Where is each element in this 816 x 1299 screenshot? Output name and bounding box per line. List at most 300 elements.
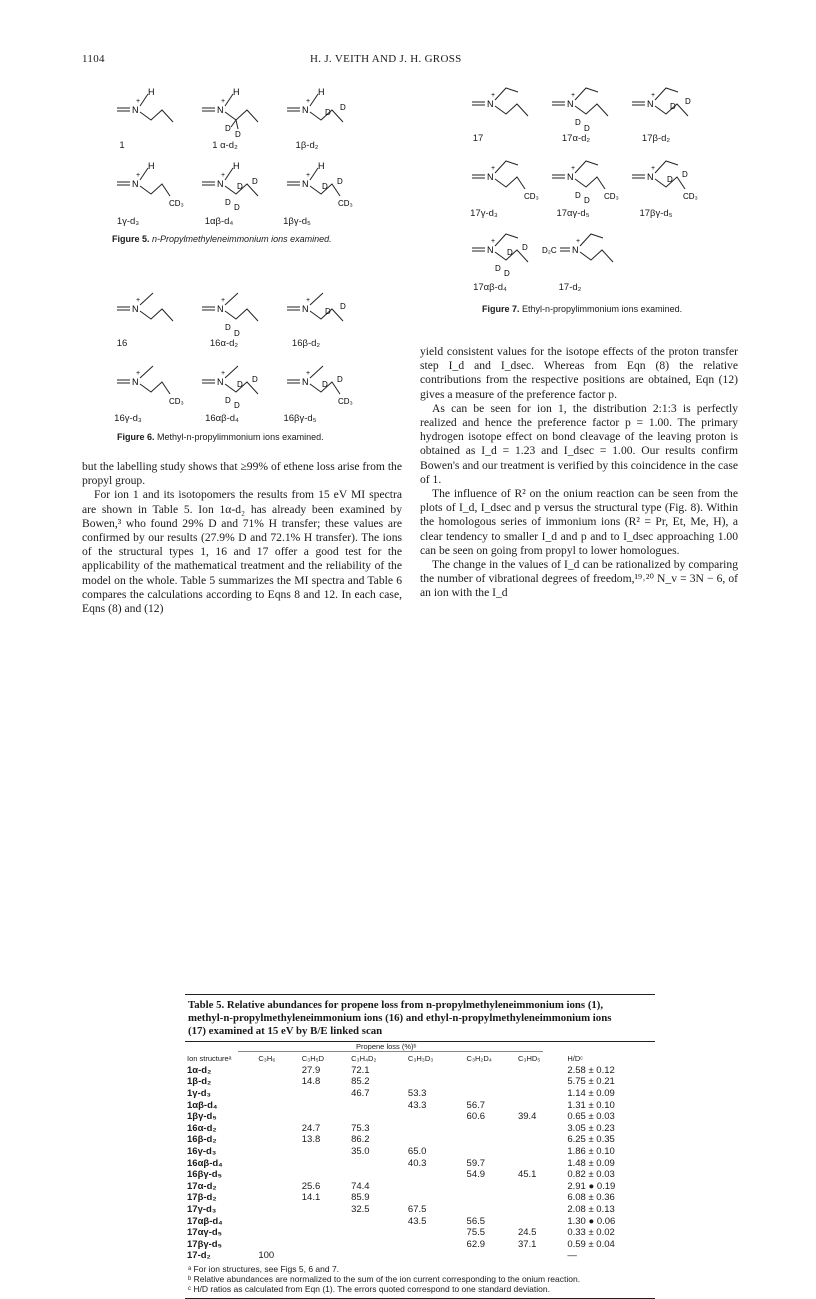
table-row (185, 1065, 655, 1077)
svg-text:D: D (337, 177, 343, 186)
molecule-label: 17αβ-d₄ (473, 282, 507, 293)
ion-structure-cell: 16αβ-d₄ (187, 1157, 223, 1169)
svg-text:D: D (340, 302, 346, 311)
table-cell: 25.6 (301, 1180, 321, 1192)
table-cell (256, 1227, 299, 1239)
table-group-header: Propene loss (%)ᵇ (356, 1042, 417, 1051)
svg-text:CD₃: CD₃ (169, 199, 184, 208)
table-cell (516, 1065, 565, 1077)
svg-text:N: N (302, 377, 309, 387)
svg-text:D: D (234, 401, 240, 410)
table-cell: 39.4 (517, 1111, 537, 1123)
figure-7-caption: Figure 7. Ethyl-n-propylimmonium ions examined. (482, 304, 683, 314)
molecule-label: 17αγ-d₅ (556, 208, 590, 219)
molecule-17-gamma-d3 (470, 153, 550, 208)
table-cell: 56.5 (466, 1215, 486, 1227)
column-header: C₃H₄D₂ (351, 1054, 377, 1064)
table-cell: 0.59 ± 0.04 (567, 1238, 615, 1250)
table-cell: 2.58 ± 0.12 (567, 1064, 615, 1076)
table-cell: 86.2 (351, 1134, 370, 1146)
svg-text:N: N (302, 179, 309, 189)
table-footnote: ᵇ Relative abundances are normalized to the sum of the ion current corresponding to the onium reaction. (188, 1274, 581, 1284)
table-cell (349, 1215, 406, 1227)
table-cell (300, 1250, 349, 1262)
svg-text:H: H (148, 87, 155, 97)
svg-text:N: N (217, 377, 224, 387)
svg-text:CD₃: CD₃ (604, 192, 619, 201)
table-cell: 85.2 (351, 1076, 370, 1088)
table-cell: 32.5 (351, 1204, 370, 1216)
molecule-1 (115, 86, 185, 136)
molecule-17-beta-gamma-d5 (630, 153, 710, 208)
table-group-rule (238, 1051, 543, 1052)
table-5 (185, 1053, 655, 1262)
svg-text:+: + (136, 172, 141, 179)
table-row (185, 1181, 655, 1193)
figure-6-caption: Figure 6. Methyl-n-propylimmonium ions examined. (117, 432, 324, 442)
table-cell (256, 1239, 299, 1251)
table-cell (516, 1134, 565, 1146)
paragraph: For ion 1 and its isotopomers the results from 15 eV MI spectra are shown in Table 5. Ion 1α-d₂ has already been examined by Bowen,³ who found 29% D and 71% H transfer; these values are confirmed by our results (27.9% D and 72.1% H transfer). The ions of the structural types 1, 16 and 17 offer a good test for the applicability of the mathematical treatment and the reliability of the model on the whole. Table 5 summarizes the MI spectra and Table 6 compares the calculations according to Eqns 8 and 12. In each case, Eqns (8) and (12) (82, 488, 402, 616)
molecule-label: 1γ-d₃ (116, 216, 140, 227)
molecule-16-gamma-d3 (115, 358, 195, 413)
table-cell (406, 1169, 465, 1181)
molecule-label: 17 (472, 133, 484, 144)
molecule-17-alpha-gamma-d5 (550, 153, 630, 208)
svg-text:D: D (322, 380, 328, 389)
paragraph: but the labelling study shows that ≥99% of ethene loss arise from the propyl group. (82, 460, 402, 488)
svg-text:N: N (647, 172, 654, 182)
ion-structure-cell: 16β-d₂ (187, 1134, 217, 1146)
table-cell (300, 1099, 349, 1111)
paragraph: yield consistent values for the isotope effects of the proton transfer step I_d and I_dsec. Whereas from Eqn (8) the relative contributions from the respective positions are obtained, Eqn (12) gives a measure of the preference factor p. (420, 345, 738, 401)
svg-text:D: D (225, 323, 231, 332)
ion-structure-cell: 1α-d₂ (187, 1064, 212, 1076)
molecule-label: 1β-d₂ (295, 140, 319, 151)
ion-structure-cell: 16βγ-d₅ (187, 1169, 222, 1181)
table-cell: 24.5 (517, 1227, 537, 1239)
table-row (185, 1169, 655, 1181)
svg-text:D: D (325, 307, 331, 316)
table-row (185, 1157, 655, 1169)
molecule-label: 1αβ-d₄ (204, 216, 234, 227)
table-header-rule (185, 1041, 655, 1042)
table-cell: 24.7 (301, 1122, 321, 1134)
svg-text:D: D (495, 264, 501, 273)
svg-text:N: N (217, 304, 224, 314)
svg-text:N: N (217, 179, 224, 189)
svg-text:H: H (233, 161, 240, 171)
molecule-label: 16α-d₂ (209, 338, 239, 349)
svg-text:N: N (567, 99, 574, 109)
table-cell (256, 1215, 299, 1227)
svg-text:+: + (306, 172, 311, 179)
table-cell (300, 1215, 349, 1227)
table-cell (406, 1181, 465, 1193)
table-cell (256, 1111, 299, 1123)
table-cell (516, 1123, 565, 1135)
svg-text:CD₃: CD₃ (169, 397, 184, 406)
molecule-label: 16γ-d₃ (114, 413, 142, 424)
table-cell (300, 1227, 349, 1239)
ion-structure-cell: 17αγ-d₅ (187, 1227, 223, 1239)
column-header: C₃H₃D₃ (407, 1054, 434, 1064)
table-footnote: ᵃ For ion structures, see Figs 5, 6 and 7. (188, 1264, 340, 1274)
svg-text:D: D (225, 396, 231, 405)
table-cell: 54.9 (466, 1169, 486, 1181)
table-row (185, 1111, 655, 1123)
table-cell (465, 1134, 516, 1146)
table-cell (516, 1204, 565, 1216)
molecule-16-beta-gamma-d5 (285, 358, 365, 413)
table-cell: 0.65 ± 0.03 (567, 1111, 615, 1123)
svg-text:D: D (584, 196, 590, 205)
ion-structure-cell: 1β-d₂ (187, 1076, 212, 1088)
molecule-label: 17γ-d₃ (470, 208, 498, 219)
table-cell: 62.9 (466, 1238, 486, 1250)
svg-text:+: + (651, 92, 656, 99)
svg-text:D: D (575, 118, 581, 127)
svg-text:CD₃: CD₃ (338, 199, 353, 208)
svg-text:H: H (233, 87, 240, 97)
molecule-label: 17βγ-d₅ (639, 208, 673, 219)
table-cell (349, 1239, 406, 1251)
table-cell: 53.3 (407, 1088, 427, 1100)
table-cell (256, 1192, 299, 1204)
svg-text:D: D (252, 375, 258, 384)
table-cell: 6.25 ± 0.35 (567, 1134, 615, 1146)
table-cell (516, 1181, 565, 1193)
molecule-17-d2 (538, 226, 618, 281)
table-cell (349, 1157, 406, 1169)
svg-text:N: N (132, 304, 139, 314)
svg-text:D: D (234, 203, 240, 212)
svg-text:D₂C: D₂C (542, 246, 557, 255)
table-cell (516, 1076, 565, 1088)
svg-text:+: + (491, 165, 496, 172)
table-cell: 13.8 (301, 1134, 321, 1146)
ion-structure-cell: 17αβ-d₄ (187, 1215, 223, 1227)
figure-5-caption: Figure 5. n-Propylmethyleneimmonium ions examined. (112, 234, 332, 244)
table-cell: 72.1 (351, 1064, 370, 1076)
ion-structure-cell: 1γ-d₃ (187, 1088, 211, 1100)
svg-text:+: + (221, 297, 226, 304)
page-number: 1104 (82, 53, 105, 65)
svg-text:+: + (306, 98, 311, 105)
nitrogen-label: N (132, 105, 139, 115)
svg-text:N: N (302, 105, 309, 115)
svg-text:+: + (576, 238, 581, 245)
molecule-label: 16 (116, 338, 128, 349)
table-cell (349, 1169, 406, 1181)
table-cell (465, 1192, 516, 1204)
table-cell: 56.7 (466, 1099, 486, 1111)
table-cell: 37.1 (517, 1238, 537, 1250)
molecule-1-beta-d2 (285, 86, 355, 136)
svg-text:D: D (325, 108, 331, 117)
svg-text:D: D (685, 97, 691, 106)
svg-text:+: + (136, 98, 141, 105)
svg-text:+: + (136, 370, 141, 377)
svg-text:N: N (487, 99, 494, 109)
left-column (82, 460, 402, 616)
table-cell (349, 1250, 406, 1262)
molecule-16-alpha-beta-d4 (200, 358, 280, 413)
table-cell (406, 1192, 465, 1204)
table-cell: 59.7 (466, 1157, 486, 1169)
right-column (420, 345, 738, 601)
ion-structure-cell: 1αβ-d₄ (187, 1099, 218, 1111)
svg-text:D: D (237, 380, 243, 389)
table-footnote: ᶜ H/D ratios as calculated from Eqn (1). The errors quoted correspond to one standard deviation. (188, 1284, 550, 1294)
table-cell: 5.75 ± 0.21 (567, 1076, 615, 1088)
table-cell (406, 1227, 465, 1239)
svg-text:D: D (235, 130, 241, 139)
table-cell: 1.86 ± 0.10 (567, 1146, 615, 1158)
table-cell (465, 1204, 516, 1216)
svg-text:CD₃: CD₃ (683, 192, 698, 201)
column-header: H/Dᶜ (567, 1054, 583, 1064)
table-cell (406, 1111, 465, 1123)
svg-text:D: D (670, 102, 676, 111)
table-cell (300, 1111, 349, 1123)
paragraph: The influence of R² on the onium reaction can be seen from the plots of I_d, I_dsec and p versus the structural type (Fig. 8). Within the homologous series of immonium ions (R² = Pr, Et, Me, H), a clear tendency to smaller I_d and p and to I_dsec approaching 1.00 can be seen on going from propyl to lower homologues. (420, 487, 738, 557)
table-cell: 35.0 (351, 1146, 370, 1158)
svg-text:D: D (225, 124, 231, 133)
table-cell: 3.05 ± 0.23 (567, 1122, 615, 1134)
svg-text:D: D (337, 375, 343, 384)
table-cell: 1.14 ± 0.09 (567, 1088, 615, 1100)
svg-text:+: + (221, 98, 226, 105)
molecule-label: 16βγ-d₅ (283, 413, 317, 424)
table-cell (516, 1099, 565, 1111)
table-cell: 0.33 ± 0.02 (567, 1227, 615, 1239)
table-row (185, 1204, 655, 1216)
table-cell (256, 1157, 299, 1169)
molecule-label: 16β-d₂ (291, 338, 321, 349)
svg-text:+: + (221, 172, 226, 179)
table-cell: 1.31 ± 0.10 (567, 1099, 615, 1111)
table-cell (349, 1099, 406, 1111)
svg-text:+: + (571, 92, 576, 99)
column-header: Ion structureᵃ (187, 1054, 232, 1064)
table-cell (256, 1123, 299, 1135)
molecule-16 (115, 285, 185, 335)
table-cell (516, 1215, 565, 1227)
table-row (185, 1099, 655, 1111)
svg-text:N: N (487, 172, 494, 182)
table-cell: 2.91 ● 0.19 (567, 1180, 616, 1192)
svg-text:N: N (572, 245, 579, 255)
table-cell (300, 1157, 349, 1169)
table-cell (465, 1065, 516, 1077)
molecule-label: 17-d₂ (558, 282, 582, 293)
table-cell (256, 1076, 299, 1088)
table-row (185, 1123, 655, 1135)
ion-structure-cell: 17γ-d₃ (187, 1204, 217, 1216)
table-cell: 2.08 ± 0.13 (567, 1204, 615, 1216)
table-cell: — (567, 1250, 577, 1262)
svg-text:D: D (322, 182, 328, 191)
table-cell: 46.7 (351, 1088, 370, 1100)
column-header: C₃HD₅ (517, 1054, 541, 1064)
svg-text:H: H (148, 161, 155, 171)
column-header: C₃H₅D (301, 1054, 325, 1064)
table-cell: 1.48 ± 0.09 (567, 1157, 615, 1169)
svg-text:D: D (522, 243, 528, 252)
table-5-caption: Table 5. Relative abundances for propene loss from n-propylmethyleneimmonium ions (1), methyl-n-propylmethyleneimmonium ions (16) and ethyl-n-propylmethyleneimmonium ions (17) examined at 15 eV by B/E linked scan (188, 999, 612, 1037)
table-top-rule (185, 994, 655, 995)
svg-text:N: N (132, 377, 139, 387)
svg-text:+: + (306, 297, 311, 304)
table-cell: 74.4 (351, 1180, 370, 1192)
table-row (185, 1076, 655, 1088)
molecule-label: 16αβ-d₄ (205, 413, 239, 424)
table-cell: 40.3 (407, 1157, 427, 1169)
molecule-17 (470, 80, 540, 130)
svg-text:D: D (340, 103, 346, 112)
table-cell (300, 1169, 349, 1181)
svg-text:+: + (651, 165, 656, 172)
molecule-1-beta-gamma-d5 (285, 160, 365, 215)
molecule-label: 1 α-d₂ (212, 140, 238, 151)
table-cell: 75.3 (351, 1122, 370, 1134)
svg-text:D: D (234, 329, 240, 338)
table-row (185, 1192, 655, 1204)
molecule-1-alpha-d2 (200, 86, 270, 139)
svg-text:D: D (252, 177, 258, 186)
table-cell (516, 1250, 565, 1262)
table-cell: 45.1 (517, 1169, 537, 1181)
table-cell: 27.9 (301, 1064, 321, 1076)
column-header: C₃H₂D₄ (466, 1054, 492, 1064)
molecule-label: 1 (119, 140, 125, 151)
table-cell (406, 1065, 465, 1077)
svg-text:H: H (318, 87, 325, 97)
table-cell (349, 1111, 406, 1123)
svg-text:+: + (491, 92, 496, 99)
svg-text:N: N (132, 179, 139, 189)
table-cell (256, 1181, 299, 1193)
molecule-17-alpha-d2 (550, 80, 620, 135)
table-cell (465, 1250, 516, 1262)
paragraph: The change in the values of I_d can be rationalized by comparing the number of vibrational degrees of freedom,¹⁹˒²⁰ N_v = 3N − 6, of an ion with the I_d (420, 558, 738, 600)
ion-structure-cell: 17β-d₂ (187, 1192, 217, 1204)
table-cell (465, 1076, 516, 1088)
table-cell: 14.8 (301, 1076, 321, 1088)
table-row (185, 1215, 655, 1227)
svg-text:D: D (237, 182, 243, 191)
table-row (185, 1088, 655, 1100)
table-cell: 6.08 ± 0.36 (567, 1192, 615, 1204)
molecule-label: 1βγ-d₅ (283, 216, 311, 227)
molecule-label: 17α-d₂ (561, 133, 591, 144)
paragraph: As can be seen for ion 1, the distribution 2:1:3 is perfectly realized and hence the preference factor p = 1.00. The primary hydrogen isotope effect on bond cleavage of the leaving proton is obtained as I_d = 1.23 and I_dsec = 1.00. Our results confirm Bowen's and our treatment is verified by this coincidence in the case of 1. (420, 401, 738, 486)
svg-text:CD₃: CD₃ (338, 397, 353, 406)
table-cell: 0.82 ± 0.03 (567, 1169, 615, 1181)
table-cell (300, 1088, 349, 1100)
table-cell (256, 1099, 299, 1111)
svg-text:D: D (584, 124, 590, 133)
ion-structure-cell: 1βγ-d₅ (187, 1111, 217, 1123)
svg-text:D: D (507, 248, 513, 257)
table-footnotes (188, 1264, 580, 1294)
svg-text:N: N (302, 304, 309, 314)
table-cell (465, 1088, 516, 1100)
svg-text:H: H (318, 161, 325, 171)
table-cell (406, 1239, 465, 1251)
table-cell: 65.0 (407, 1146, 427, 1158)
molecule-1-gamma-d3 (115, 160, 195, 215)
svg-text:+: + (136, 297, 141, 304)
molecule-16-alpha-d2 (200, 285, 270, 340)
svg-text:D: D (682, 170, 688, 179)
table-cell (516, 1088, 565, 1100)
table-cell (516, 1157, 565, 1169)
table-cell (465, 1181, 516, 1193)
table-row (185, 1250, 655, 1262)
molecule-label: 17β-d₂ (641, 133, 671, 144)
table-cell (256, 1204, 299, 1216)
ion-structure-cell: 17α-d₂ (187, 1180, 217, 1192)
svg-text:N: N (567, 172, 574, 182)
table-cell (349, 1227, 406, 1239)
table-cell (256, 1169, 299, 1181)
table-cell (406, 1134, 465, 1146)
svg-text:N: N (217, 105, 224, 115)
table-cell: 67.5 (407, 1204, 427, 1216)
table-cell (406, 1123, 465, 1135)
table-cell (256, 1134, 299, 1146)
svg-text:D: D (504, 269, 510, 278)
table-cell (256, 1088, 299, 1100)
table-cell (465, 1123, 516, 1135)
table-row (185, 1239, 655, 1251)
table-cell: 100 (258, 1250, 275, 1262)
table-cell: 60.6 (466, 1111, 486, 1123)
table-cell (256, 1065, 299, 1077)
table-cell: 75.5 (466, 1227, 486, 1239)
table-cell (406, 1250, 465, 1262)
molecule-16-beta-d2 (285, 285, 355, 335)
table-cell (300, 1204, 349, 1216)
svg-text:N: N (487, 245, 494, 255)
column-header: C₃H₆ (258, 1054, 276, 1064)
ion-structure-cell: 16γ-d₃ (187, 1146, 217, 1158)
table-cell: 43.5 (407, 1215, 427, 1227)
molecule-17-beta-d2 (630, 80, 700, 130)
table-header-row (185, 1053, 655, 1065)
table-row (185, 1227, 655, 1239)
ion-structure-cell: 16α-d₂ (187, 1122, 217, 1134)
table-cell (516, 1192, 565, 1204)
ion-structure-cell: 17βγ-d₅ (187, 1238, 222, 1250)
ion-structure-cell: 17-d₂ (187, 1250, 211, 1262)
svg-text:+: + (221, 370, 226, 377)
table-cell: 43.3 (407, 1099, 427, 1111)
svg-text:D: D (575, 191, 581, 200)
molecule-1-alpha-beta-d4 (200, 160, 280, 215)
svg-text:+: + (571, 165, 576, 172)
table-cell: 1.30 ● 0.06 (567, 1215, 616, 1227)
table-cell (300, 1239, 349, 1251)
table-row (185, 1134, 655, 1146)
svg-text:+: + (306, 370, 311, 377)
svg-text:D: D (225, 198, 231, 207)
table-cell (406, 1076, 465, 1088)
svg-text:D: D (667, 175, 673, 184)
table-cell: 14.1 (301, 1192, 321, 1204)
